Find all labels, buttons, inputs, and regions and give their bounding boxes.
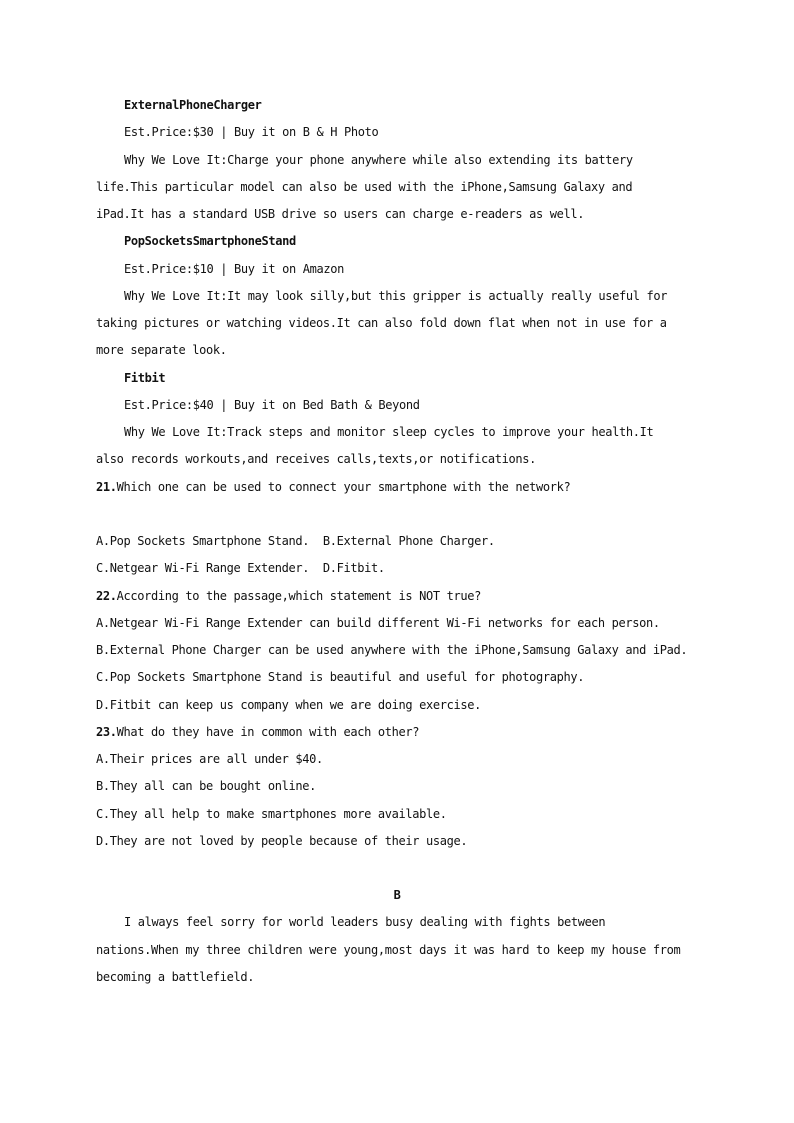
product-description-line: Why We Love It:Track steps and monitor sleep cycles to improve your health.It [124,425,654,439]
question-option: C.Netgear Wi-Fi Range Extender. D.Fitbit. [96,561,385,575]
product-name: ExternalPhoneCharger [124,98,262,112]
passage-line: becoming a battlefield. [96,970,255,984]
product-price: Est.Price:$40 | Buy it on Bed Bath & Beyond [124,398,420,412]
product-description-line: more separate look. [96,343,227,357]
question-22 [96,589,481,603]
question-option: B.External Phone Charger can be used anywhere with the iPhone,Samsung Galaxy and iPad. [96,643,688,657]
question-text: Which one can be used to connect your smartphone with the network? [116,480,571,494]
product-name: PopSocketsSmartphoneStand [124,234,296,248]
question-option: C.Pop Sockets Smartphone Stand is beautiful and useful for photography. [96,670,585,684]
question-option: D.Fitbit can keep us company when we are doing exercise. [96,698,481,712]
product-name: Fitbit [124,371,166,385]
section-heading: B [393,888,401,902]
question-option: D.They are not loved by people because of their usage. [96,834,468,848]
product-description-line: life.This particular model can also be used with the iPhone,Samsung Galaxy and [96,180,633,194]
product-description-line: Why We Love It:Charge your phone anywhere while also extending its battery [124,153,633,167]
question-21 [96,480,570,494]
question-text: According to the passage,which statement is NOT true? [116,589,481,603]
product-price: Est.Price:$30 | Buy it on B & H Photo [124,125,379,139]
question-option: C.They all help to make smartphones more available. [96,807,447,821]
question-option: A.Netgear Wi-Fi Range Extender can build different Wi-Fi networks for each person. [96,616,660,630]
question-number: 23. [96,725,117,739]
question-option: A.Pop Sockets Smartphone Stand. B.External Phone Charger. [96,534,495,548]
question-option: B.They all can be bought online. [96,779,316,793]
passage-line: I always feel sorry for world leaders busy dealing with fights between [124,915,606,929]
question-23 [96,725,419,739]
product-price: Est.Price:$10 | Buy it on Amazon [124,262,344,276]
passage-line: nations.When my three children were young,most days it was hard to keep my house from [96,943,681,957]
product-description-line: Why We Love It:It may look silly,but this gripper is actually really useful for [124,289,668,303]
question-number: 21. [96,480,117,494]
question-option: A.Their prices are all under $40. [96,752,323,766]
product-description-line: also records workouts,and receives calls,texts,or notifications. [96,452,536,466]
question-text: What do they have in common with each other? [116,725,420,739]
product-description-line: taking pictures or watching videos.It can also fold down flat when not in use for a [96,316,667,330]
product-description-line: iPad.It has a standard USB drive so users can charge e-readers as well. [96,207,585,221]
question-number: 22. [96,589,117,603]
